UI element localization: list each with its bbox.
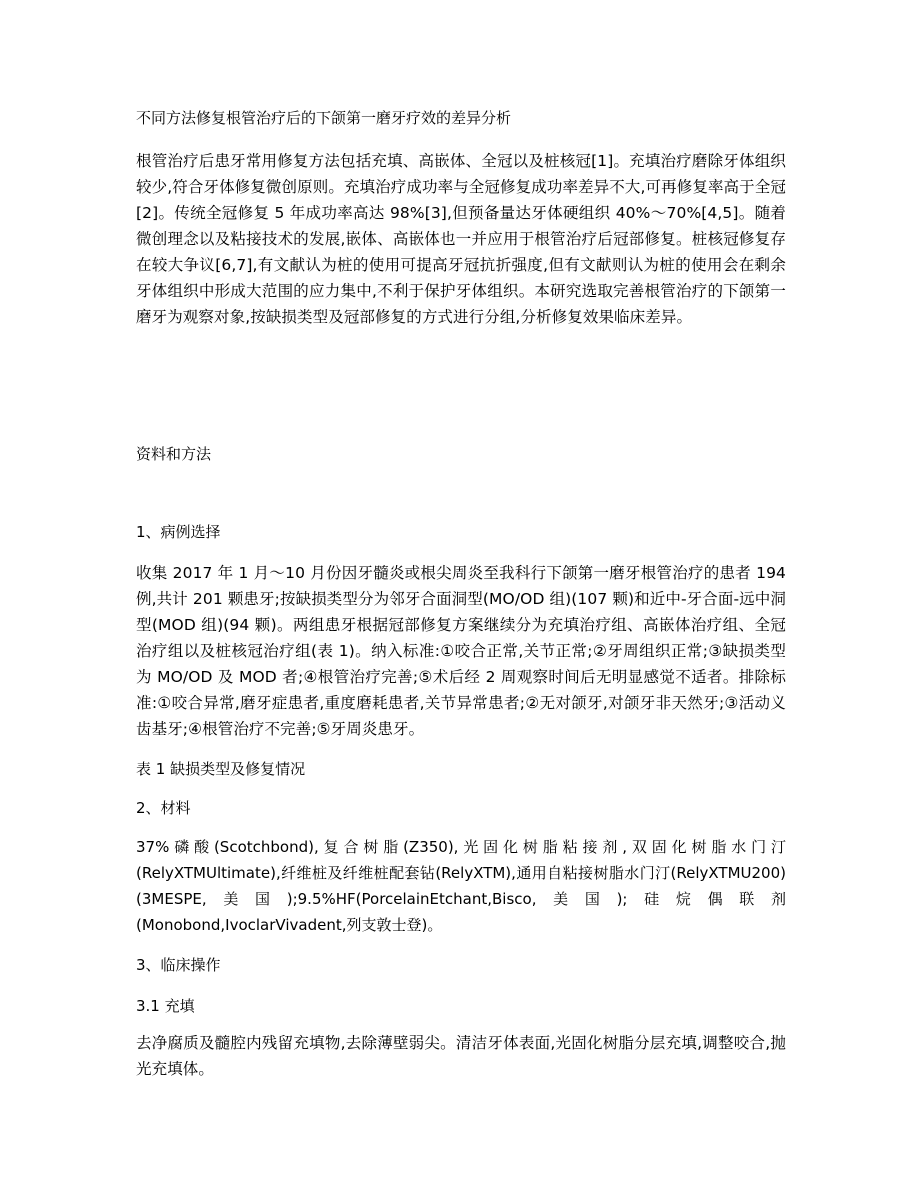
section-1-paragraph: 收集 2017 年 1 月～10 月份因牙髓炎或根尖周炎至我科行下颌第一磨牙根管治疗的患者 194 例,共计 201 颗患牙;按缺损类型分为邻牙合面洞型(MO/OD 组)(107 颗)和近中-牙合面-远中洞型(MOD 组)(94 颗)。两组患牙根据冠部修复方案继续分为充填治疗组、高嵌体治疗组、全冠治疗组以及桩核冠治疗组(表 1)。纳入标准:①咬合正常,关节正常;②牙周组织正常;③缺损类型为 MO/OD 及 MOD 者;④根管治疗完善;⑤术后经 2 周观察时间后无明显感觉不适者。排除标准:①咬合异常,磨牙症患者,重度磨耗患者,关节异常患者;②无对颌牙,对颌牙非天然牙;③活动义齿基牙;④根管治疗不完善;⑤牙周炎患牙。	[136, 564, 786, 738]
table-caption: 表 1 缺损类型及修复情况	[136, 760, 306, 778]
section-title: 资料和方法	[136, 445, 212, 463]
section-2-paragraph: 37%磷酸(Scotchbond),复合树脂(Z350),光固化树脂粘接剂,双固化树脂水门汀(RelyXTMUltimate),纤维桩及纤维桩配套钻(RelyXTM),通用自粘接树脂水门汀(RelyXTMU200)(3MESPE,美国);9.5%HF(PorcelainEtchant,Bisco,美国);硅烷偶联剂(Monobond,IvoclarVivadent,列支敦士登)。	[136, 838, 786, 934]
document-title: 不同方法修复根管治疗后的下颌第一磨牙疗效的差异分析	[136, 109, 512, 127]
section-3-1-paragraph: 去净腐质及髓腔内残留充填物,去除薄壁弱尖。清洁牙体表面,光固化树脂分层充填,调整咬合,抛光充填体。	[136, 1034, 786, 1078]
section-3-1-heading: 3.1 充填	[136, 997, 195, 1015]
section-1-heading: 1、病例选择	[136, 523, 221, 541]
intro-paragraph: 根管治疗后患牙常用修复方法包括充填、高嵌体、全冠以及桩核冠[1]。充填治疗磨除牙体组织较少,符合牙体修复微创原则。充填治疗成功率与全冠修复成功率差异不大,可再修复率高于全冠[2]。传统全冠修复 5 年成功率高达 98%[3],但预备量达牙体硬组织 40%～70%[4,5]。随着微创理念以及粘接技术的发展,嵌体、高嵌体也一并应用于根管治疗后冠部修复。桩核冠修复存在较大争议[6,7],有文献认为桩的使用可提高牙冠抗折强度,但有文献则认为桩的使用会在剩余牙体组织中形成大范围的应力集中,不利于保护牙体组织。本研究选取完善根管治疗的下颌第一磨牙为观察对象,按缺损类型及冠部修复的方式进行分组,分析修复效果临床差异。	[136, 152, 786, 326]
section-3-heading: 3、临床操作	[136, 956, 221, 974]
section-2-heading: 2、材料	[136, 799, 191, 817]
